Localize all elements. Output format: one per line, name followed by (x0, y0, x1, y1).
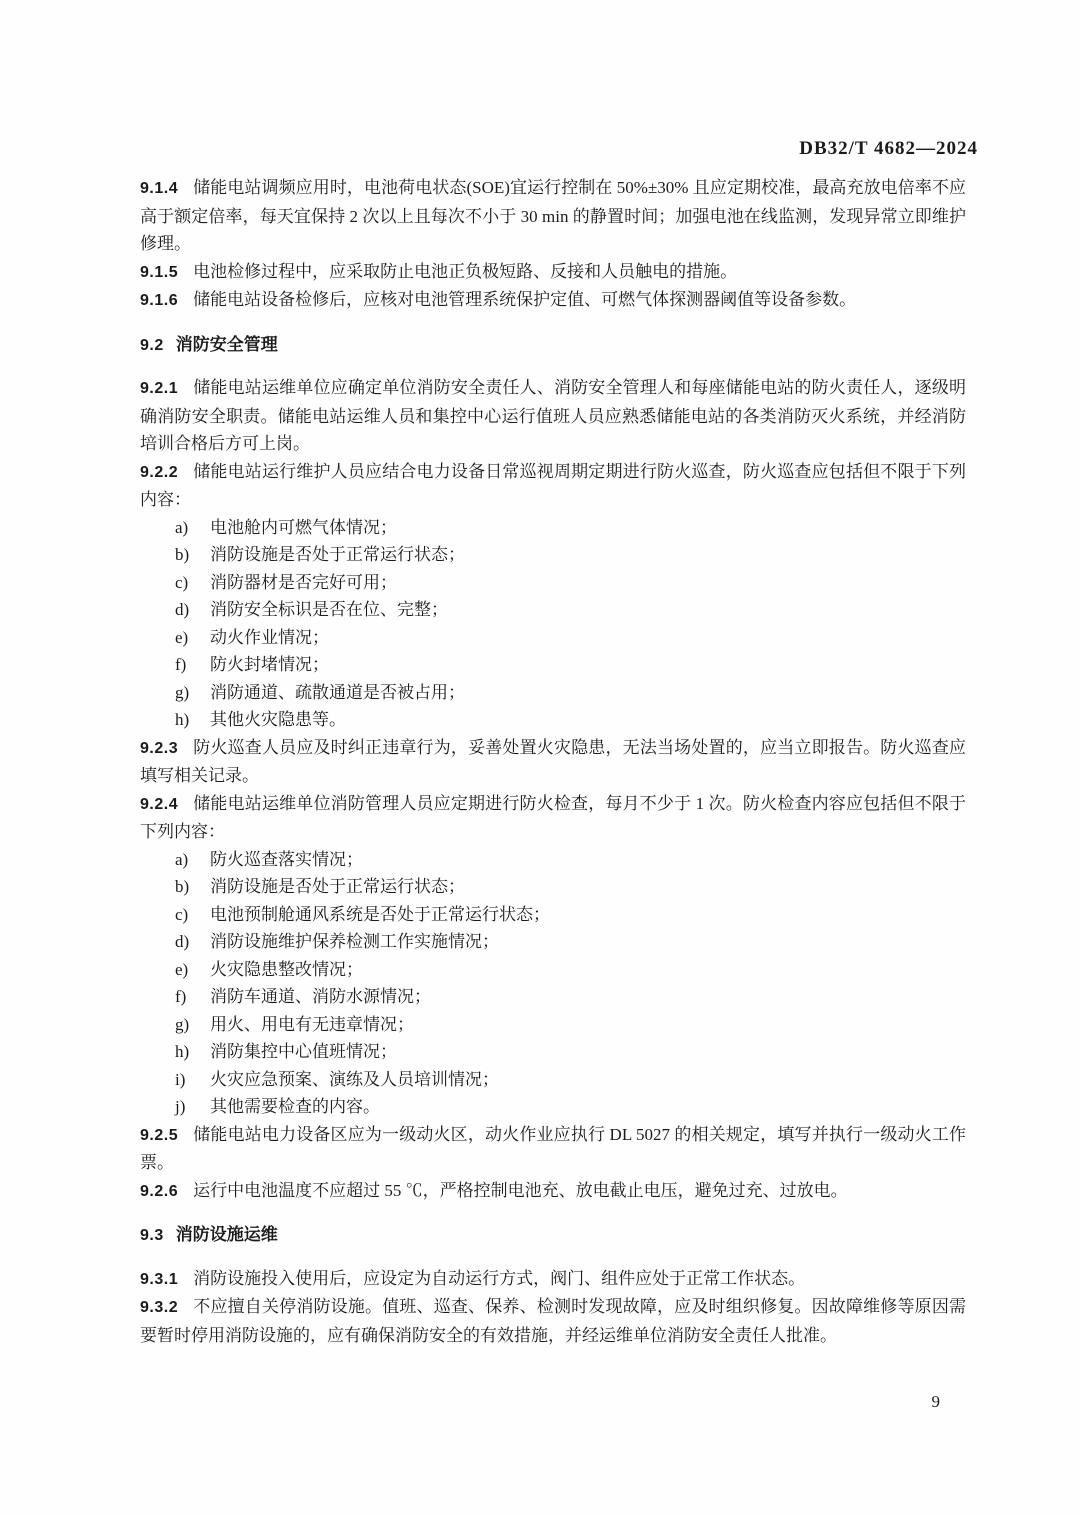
fire-patrol-checklist (140, 514, 966, 734)
list-item (140, 514, 966, 542)
list-item (140, 1093, 966, 1121)
clause-text: 储能电站调频应用时，电池荷电状态(SOE)宜运行控制在 50%±30% 且应定期校准，最高充放电倍率不应高于额定倍率，每天宜保持 2 次以上且每次不小于 30 min 的静置时间；加强电池在线监测，发现异常立即维护修理。 (140, 178, 966, 253)
section-heading-9-3 (140, 1221, 966, 1250)
clause-text: 防火巡查人员应及时纠正违章行为，妥善处置火灾隐患，无法当场处置的，应当立即报告。防火巡查应填写相关记录。 (140, 737, 966, 785)
clause-9-2-4 (140, 790, 966, 846)
clause-text: 储能电站设备检修后，应核对电池管理系统保护定值、可燃气体探测器阈值等设备参数。 (193, 290, 857, 309)
clause-9-1-4 (140, 174, 966, 258)
list-item-text: 用火、用电有无违章情况； (210, 1014, 414, 1034)
list-item-text: 消防安全标识是否在位、完整； (210, 600, 448, 619)
list-item-text: 火灾隐患整改情况； (210, 959, 363, 979)
clause-9-1-5 (140, 258, 966, 287)
list-item-label: h) (175, 1042, 190, 1061)
list-item-label: h) (175, 710, 190, 729)
clause-text: 储能电站运行维护人员应结合电力设备日常巡视周期定期进行防火巡查，防火巡查应包括但不限于下列内容： (140, 461, 966, 509)
list-item (140, 1038, 966, 1066)
list-item (140, 846, 966, 874)
list-item-label: g) (175, 1014, 190, 1034)
clause-9-2-3 (140, 734, 966, 790)
clause-9-2-1 (140, 374, 966, 458)
clause-number: 9.1.6 (140, 292, 179, 309)
fire-inspection-checklist (140, 846, 966, 1121)
clause-number: 9.2.3 (140, 739, 179, 757)
clause-9-1-6 (140, 286, 966, 315)
list-item-text: 消防车通道、消防水源情况； (210, 987, 431, 1006)
clause-number: 9.3.2 (140, 1299, 179, 1316)
list-item-label: e) (175, 959, 189, 979)
document-body (140, 174, 966, 1349)
list-item-label: f) (175, 655, 187, 674)
clause-number: 9.2.5 (140, 1126, 179, 1144)
list-item-text: 消防器材是否完好可用； (210, 572, 397, 592)
list-item (140, 569, 966, 597)
list-item-text: 消防设施是否处于正常运行状态； (210, 877, 465, 896)
clause-9-2-5 (140, 1121, 966, 1177)
clause-9-2-2 (140, 458, 966, 514)
list-item-text: 动火作业情况； (210, 627, 329, 647)
list-item-label: g) (175, 682, 190, 702)
clause-text: 运行中电池温度不应超过 55 ℃，严格控制电池充、放电截止电压，避免过充、过放电。 (193, 1180, 848, 1200)
section-title: 消防安全管理 (175, 334, 278, 354)
list-item-label: a) (175, 517, 189, 537)
list-item-label: d) (175, 932, 190, 951)
list-item (140, 596, 966, 624)
list-item-text: 消防集控中心值班情况； (210, 1042, 397, 1061)
section-heading-9-2 (140, 331, 966, 360)
list-item (140, 1011, 966, 1039)
list-item-label: j) (175, 1097, 186, 1116)
section-title: 消防设施运维 (175, 1225, 278, 1244)
list-item-text: 其他火灾隐患等。 (210, 710, 346, 729)
list-item-text: 消防通道、疏散通道是否被占用； (210, 682, 465, 702)
clause-number: 9.2.1 (140, 380, 179, 397)
document-code: DB32/T 4682—2024 (799, 138, 978, 159)
list-item (140, 624, 966, 652)
list-item (140, 541, 966, 569)
clause-9-3-1 (140, 1265, 966, 1294)
section-number: 9.3 (140, 1227, 164, 1244)
list-item-text: 其他需要检查的内容。 (210, 1097, 380, 1116)
list-item (140, 928, 966, 956)
list-item-label: c) (175, 904, 189, 924)
list-item-text: 火灾应急预案、演练及人员培训情况； (210, 1069, 499, 1089)
list-item-label: f) (175, 987, 187, 1006)
list-item-text: 防火封堵情况； (210, 655, 329, 674)
list-item-text: 防火巡查落实情况； (210, 849, 363, 869)
clause-text: 电池检修过程中，应采取防止电池正负极短路、反接和人员触电的措施。 (193, 261, 738, 281)
clause-number: 9.3.1 (140, 1270, 179, 1288)
list-item (140, 956, 966, 984)
list-item-label: i) (175, 1069, 186, 1089)
clause-text: 储能电站运维单位应确定单位消防安全责任人、消防安全管理人和每座储能电站的防火责任人，逐级明确消防安全职责。储能电站运维人员和集控中心运行值班人员应熟悉储能电站的各类消防灭火系统，并经消防培训合格后方可上岗。 (140, 378, 966, 453)
clause-text: 储能电站电力设备区应为一级动火区，动火作业应执行 DL 5027 的相关规定，填写并执行一级动火工作票。 (140, 1124, 966, 1172)
list-item-label: c) (175, 572, 189, 592)
list-item-text: 电池预制舱通风系统是否处于正常运行状态； (210, 904, 550, 924)
clause-9-3-2 (140, 1293, 966, 1349)
list-item (140, 679, 966, 707)
list-item-label: b) (175, 545, 190, 564)
list-item-label: e) (175, 627, 189, 647)
list-item-label: b) (175, 877, 190, 896)
list-item (140, 983, 966, 1011)
list-item (140, 1066, 966, 1094)
clause-number: 9.2.6 (140, 1182, 179, 1200)
section-number: 9.2 (140, 336, 164, 354)
clause-text: 消防设施投入使用后，应设定为自动运行方式，阀门、组件应处于正常工作状态。 (193, 1268, 806, 1288)
list-item-text: 电池舱内可燃气体情况； (210, 517, 397, 537)
list-item (140, 873, 966, 901)
clause-text: 不应擅自关停消防设施。值班、巡查、保养、检测时发现故障，应及时组织修复。因故障维修等原因需要暂时停用消防设施的，应有确保消防安全的有效措施，并经运维单位消防安全责任人批准。 (140, 1297, 966, 1345)
list-item-text: 消防设施维护保养检测工作实施情况； (210, 932, 499, 951)
list-item-label: d) (175, 600, 190, 619)
list-item (140, 706, 966, 734)
list-item (140, 651, 966, 679)
list-item-label: a) (175, 849, 189, 869)
clause-number: 9.1.4 (140, 180, 179, 197)
list-item (140, 901, 966, 929)
page-number: 9 (931, 1392, 940, 1411)
clause-text: 储能电站运维单位消防管理人员应定期进行防火检查，每月不少于 1 次。防火检查内容应包括但不限于下列内容： (140, 793, 966, 841)
list-item-text: 消防设施是否处于正常运行状态； (210, 545, 465, 564)
clause-number: 9.1.5 (140, 263, 179, 281)
clause-number: 9.2.4 (140, 795, 179, 813)
clause-number: 9.2.2 (140, 463, 179, 481)
clause-9-2-6 (140, 1177, 966, 1206)
